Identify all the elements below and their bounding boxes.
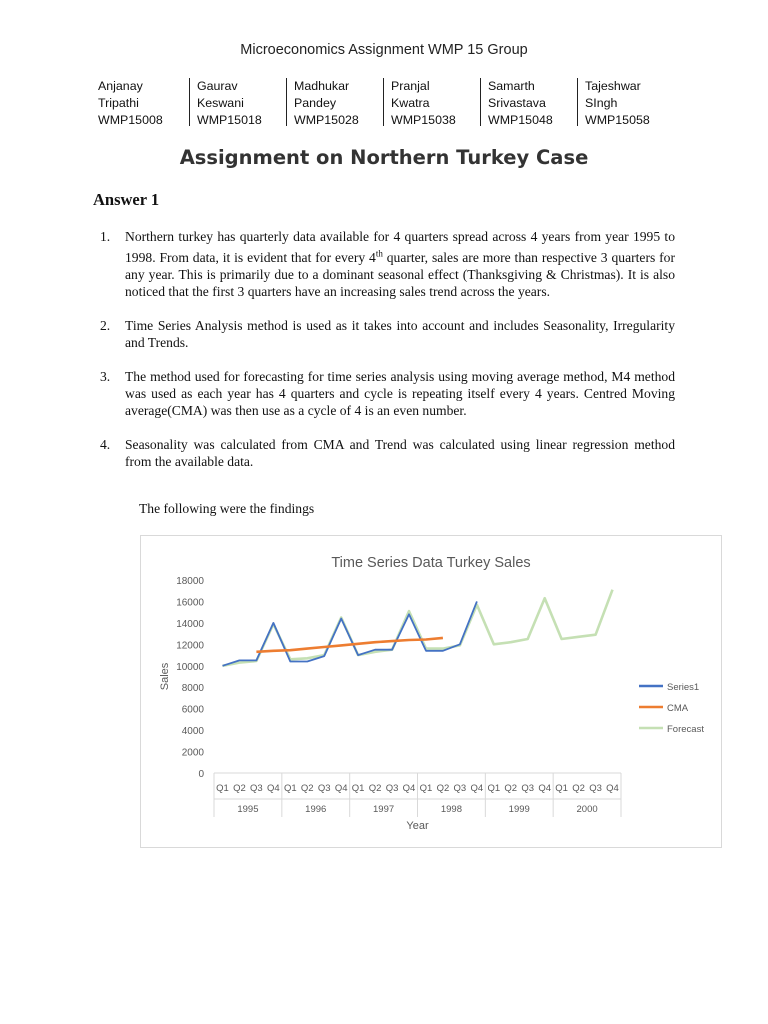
series-line-forecast: [223, 590, 613, 666]
member-last-name: Keswani: [197, 96, 244, 110]
member-last-name: SIngh: [585, 96, 618, 110]
findings-text: The following were the findings: [139, 501, 315, 516]
item-text: Northern turkey has quarterly data available for 4 quarters spread across 4 years from year 1995 to 1998. From data, it is evident that for every 4th quarter, sales are more than respective 3 quarters for any year. This is primarily due to a dominant seasonal effect (Thanksgiving & Christmas). It is also noticed that the first 3 quarters have an increasing sales trend across the years.: [125, 229, 675, 299]
item-text: Seasonality was calculated from CMA and Trend was calculated using linear regression method from the available data.: [125, 436, 675, 469]
item-text: The method used for forecasting for time series analysis using moving average method, M4 method was used as each year has 4 quarters and cycle is repeating itself every 4 years. Centred Moving average(CMA) was then use as a cycle of 4 is an even number.: [125, 368, 675, 418]
member-first-name: Anjanay: [98, 79, 143, 93]
legend-label: CMA: [667, 703, 689, 714]
header-title: Microeconomics Assignment WMP 15 Group: [240, 42, 528, 58]
x-tick-label-quarter: Q1: [487, 783, 501, 794]
x-axis-label: Year: [406, 820, 429, 832]
member-first-name: Pranjal: [391, 79, 430, 93]
member-5: [480, 78, 553, 126]
x-tick-label-quarter: Q1: [351, 783, 365, 794]
y-tick-label: 2000: [181, 747, 204, 759]
member-id: WMP15058: [585, 113, 650, 127]
answer-heading: Answer 1: [93, 190, 160, 209]
x-tick-label-quarter: Q4: [470, 783, 484, 794]
y-tick-label: 8000: [181, 683, 204, 695]
item-text: Time Series Analysis method is used as it takes into account and includes Seasonality, Irregularity and Trends.: [125, 317, 675, 350]
member-first-name: Gaurav: [197, 79, 238, 93]
member-last-name: Tripathi: [98, 96, 139, 110]
member-2: [189, 78, 262, 126]
x-tick-label-quarter: Q3: [589, 783, 602, 794]
x-tick-label-year: 2000: [576, 804, 598, 815]
x-tick-label-quarter: Q2: [436, 783, 450, 794]
x-tick-label-quarter: Q4: [267, 783, 280, 794]
x-tick-label-quarter: Q4: [538, 783, 552, 794]
y-tick-label: 16000: [176, 597, 204, 609]
x-tick-label-quarter: Q4: [402, 783, 416, 794]
member-id: WMP15038: [391, 113, 456, 127]
x-tick-label-quarter: Q3: [385, 783, 399, 794]
x-tick-label-year: 1996: [305, 804, 327, 815]
y-tick-label: 10000: [176, 661, 204, 673]
x-tick-label-quarter: Q1: [555, 783, 568, 794]
x-tick-label-year: 1998: [440, 804, 462, 815]
member-first-name: Madhukar: [294, 79, 350, 93]
member-id: WMP15008: [98, 113, 163, 127]
member-3: [286, 78, 359, 126]
chart-title: Time Series Data Turkey Sales: [331, 555, 531, 571]
x-tick-label-quarter: Q2: [233, 783, 246, 794]
x-tick-label-quarter: Q1: [283, 783, 297, 794]
x-tick-label-quarter: Q2: [300, 783, 314, 794]
y-tick-label: 0: [198, 769, 204, 780]
x-tick-label-quarter: Q3: [317, 783, 331, 794]
list-item: [100, 436, 675, 470]
member-6: [577, 78, 650, 126]
legend-label: Series1: [667, 682, 700, 693]
x-tick-label-quarter: Q3: [521, 783, 535, 794]
list-item: [100, 228, 675, 300]
list-item: [100, 317, 675, 351]
member-1: [92, 78, 163, 126]
legend-label: Forecast: [667, 724, 704, 735]
member-id: WMP15018: [197, 113, 262, 127]
member-first-name: Tajeshwar: [585, 79, 641, 93]
y-tick-label: 6000: [181, 704, 204, 716]
x-tick-label-year: 1995: [237, 804, 259, 815]
member-last-name: Pandey: [294, 96, 337, 110]
y-axis-label: Sales: [159, 662, 171, 691]
y-tick-label: 12000: [176, 640, 204, 652]
x-tick-label-quarter: Q4: [334, 783, 348, 794]
member-first-name: Samarth: [488, 79, 535, 93]
y-tick-label: 4000: [181, 726, 204, 738]
answer-list: [100, 228, 675, 470]
chart-frame: [140, 535, 722, 848]
list-item: [100, 368, 675, 419]
y-tick-label: 18000: [176, 576, 204, 587]
x-tick-label-quarter: Q1: [216, 783, 229, 794]
turkey-sales-chart: [141, 536, 721, 847]
member-id: WMP15028: [294, 113, 359, 127]
group-members-table: [92, 78, 692, 126]
x-tick-label-year: 1997: [373, 804, 395, 815]
x-tick-label-quarter: Q1: [419, 783, 433, 794]
member-id: WMP15048: [488, 113, 553, 127]
x-tick-label-quarter: Q2: [368, 783, 382, 794]
x-tick-label-quarter: Q3: [453, 783, 467, 794]
item-number: 4.: [100, 436, 111, 452]
x-tick-label-quarter: Q2: [572, 783, 585, 794]
y-tick-label: 14000: [176, 618, 204, 630]
document-title: Assignment on Northern Turkey Case: [179, 146, 589, 169]
x-tick-label-year: 1999: [508, 804, 530, 815]
member-last-name: Kwatra: [391, 96, 430, 110]
item-number: 2.: [100, 317, 111, 333]
item-number: 1.: [100, 229, 111, 244]
item-number: 3.: [100, 368, 111, 384]
member-last-name: Srivastava: [488, 96, 546, 110]
x-tick-label-quarter: Q2: [504, 783, 518, 794]
x-tick-label-quarter: Q3: [250, 783, 263, 794]
x-tick-label-quarter: Q4: [606, 783, 619, 794]
member-4: [383, 78, 456, 126]
